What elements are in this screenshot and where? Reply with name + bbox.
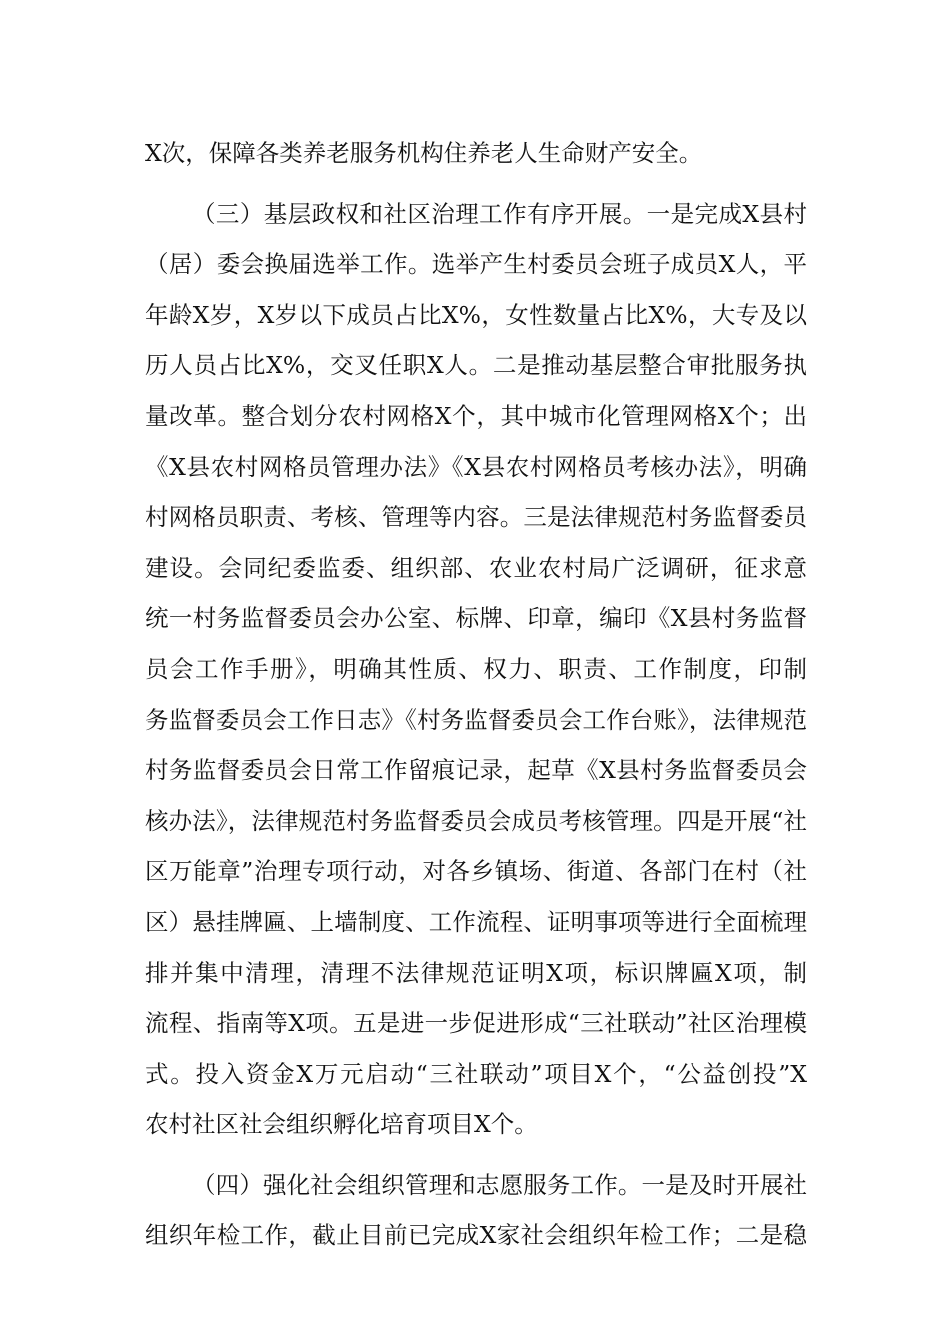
- text-line: 农村社区社会组织孵化培育项目X个。: [145, 1110, 538, 1139]
- text-line: 核办法》，法律规范村务监督委员会成员考核管理。四是开展“社: [145, 806, 807, 835]
- text-line: 员会工作手册》，明确其性质、权力、职责、工作制度，印制: [145, 654, 807, 683]
- text-line: 统一村务监督委员会办公室、标牌、印章，编印《X县村务监督: [145, 604, 807, 633]
- paragraph-2: [145, 189, 807, 1150]
- text-line: 区万能章”治理专项行动，对各乡镇场、街道、各部门在村（社: [145, 857, 807, 886]
- text-line: 务监督委员会工作日志》《村务监督委员会工作台账》，法律规范: [145, 705, 807, 734]
- text-line: 建设。会同纪委监委、组织部、农业农村局广泛调研，征求意: [145, 553, 807, 582]
- text-line: 村网格员职责、考核、管理等内容。三是法律规范村务监督委员: [145, 503, 807, 532]
- text-line: 组织年检工作，截止目前已完成X家社会组织年检工作；二是稳: [145, 1221, 807, 1250]
- text-line: 流程、指南等X项。五是进一步促进形成“三社联动”社区治理模: [145, 1009, 807, 1038]
- text-line: （四）强化社会组织管理和志愿服务工作。一是及时开展社: [192, 1170, 807, 1199]
- text-line: 量改革。整合划分农村网格X个，其中城市化管理网格X个；出: [145, 401, 807, 430]
- text-line: （居）委会换届选举工作。选举产生村委员会班子成员X人，平: [145, 250, 807, 279]
- text-line: X次，保障各类养老服务机构住养老人生命财产安全。: [145, 139, 703, 167]
- paragraph-3: [145, 1160, 807, 1261]
- text-line: （三）基层政权和社区治理工作有序开展。一是完成X县村: [192, 199, 807, 228]
- document-body: [145, 128, 807, 1261]
- text-line: 式。投入资金X万元启动“三社联动”项目X个，“公益创投”X: [145, 1059, 807, 1088]
- paragraph-1: [145, 128, 807, 179]
- text-line: 年龄X岁，X岁以下成员占比X%，女性数量占比X%，大专及以: [145, 300, 807, 329]
- text-line: 历人员占比X%，交叉任职X人。二是推动基层整合审批服务执: [145, 351, 807, 380]
- text-line: 村务监督委员会日常工作留痕记录，起草《X县村务监督委员会: [145, 756, 807, 785]
- text-line: 排并集中清理，清理不法律规范证明X项，标识牌匾X项，制: [145, 958, 807, 987]
- text-line: 区）悬挂牌匾、上墙制度、工作流程、证明事项等进行全面梳理: [145, 907, 807, 936]
- text-line: 《X县农村网格员管理办法》《X县农村网格员考核办法》，明确: [145, 452, 807, 481]
